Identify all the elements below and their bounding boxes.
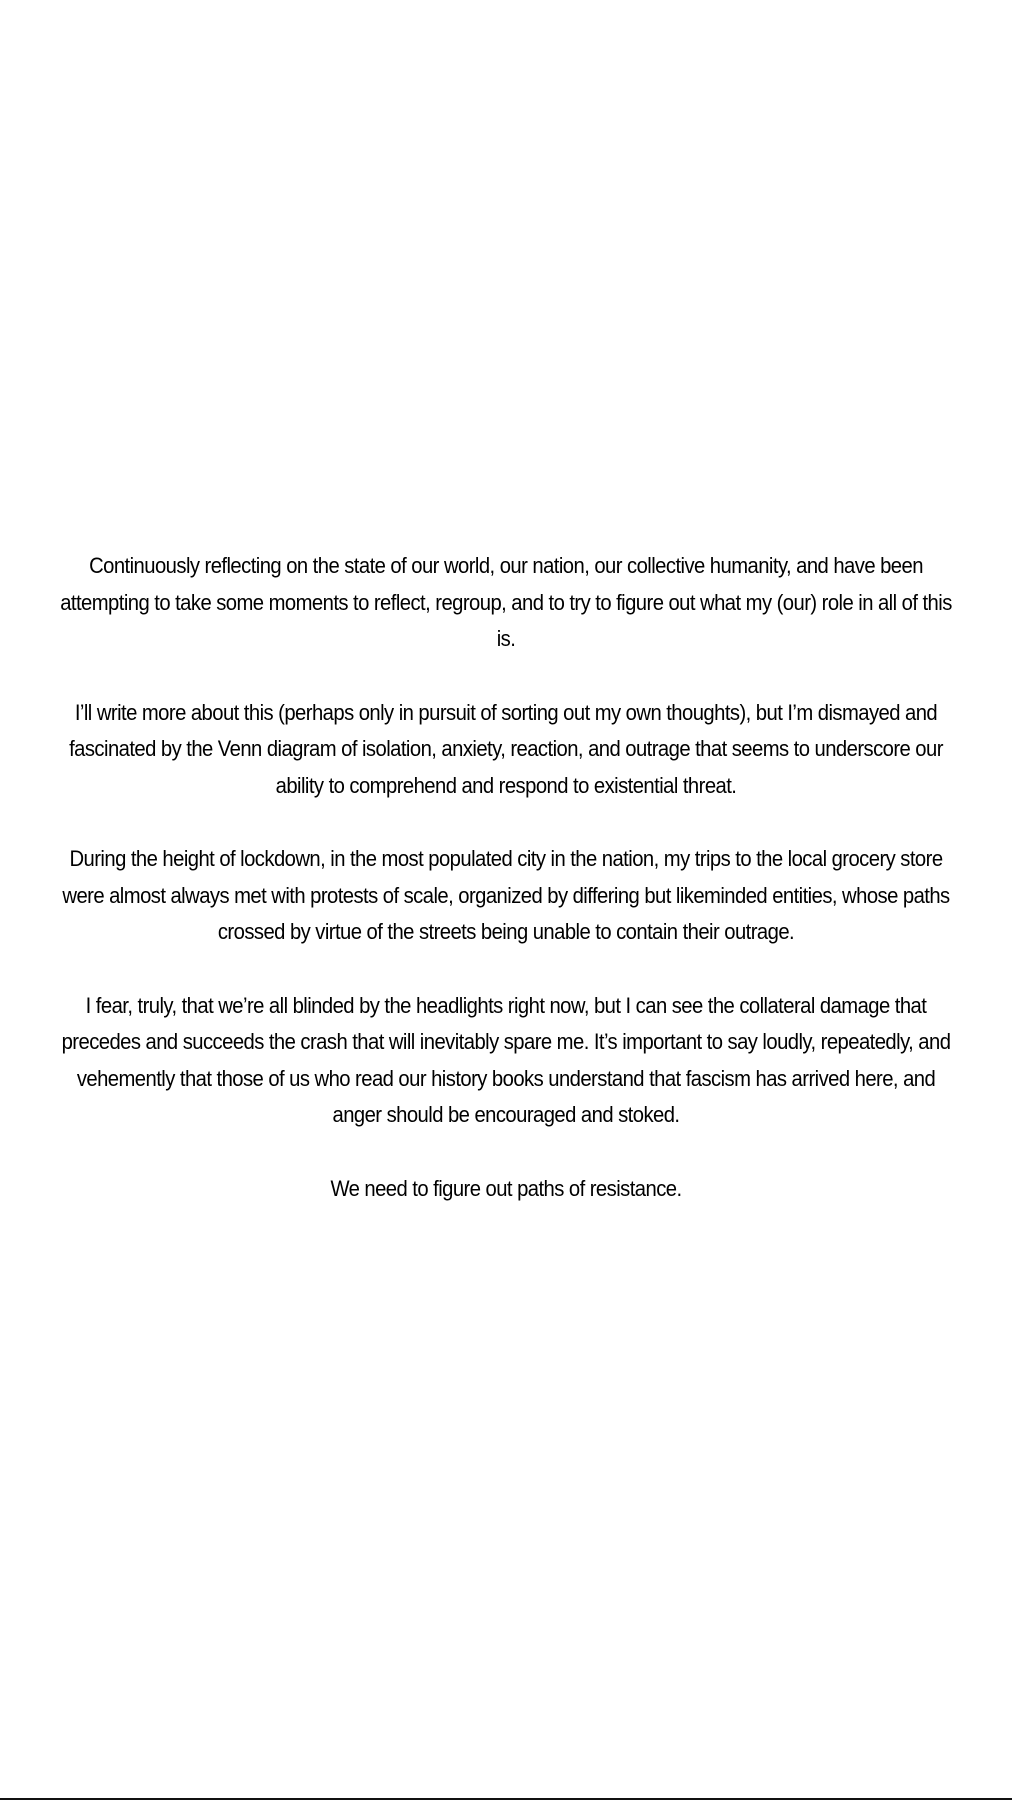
story-paragraph-4: I fear, truly, that we’re all blinded by the headlights right now, but I can see the collateral damage that precedes and succeeds the crash that will inevitably spare me. It’s important to say loudly, repeatedly, and vehemently that those of us who read our history books understand that fascism has arrived here, and anger should be encouraged and stoked.: [61, 992, 951, 1127]
story-text: [0, 548, 1012, 1244]
story-paragraph-2: I’ll write more about this (perhaps only in pursuit of sorting out my own thoughts), but I’m dismayed and fascinated by the Venn diagram of isolation, anxiety, reaction, and outrage that seems to underscore our ability to comprehend and respond to existential threat.: [69, 699, 943, 798]
story-paragraph-5: We need to figure out paths of resistance.: [330, 1175, 682, 1201]
story-paragraph-3: During the height of lockdown, in the most populated city in the nation, my trips to the local grocery store were almost always met with protests of scale, organized by differing but likeminded entities, whose paths crossed by virtue of the streets being unable to contain their outrage.: [62, 846, 950, 944]
story-paragraph-1: Continuously reflecting on the state of our world, our nation, our collective humanity, and have been attempting to take some moments to reflect, regroup, and to try to figure out what my (our) role in all of this is.: [60, 553, 952, 651]
